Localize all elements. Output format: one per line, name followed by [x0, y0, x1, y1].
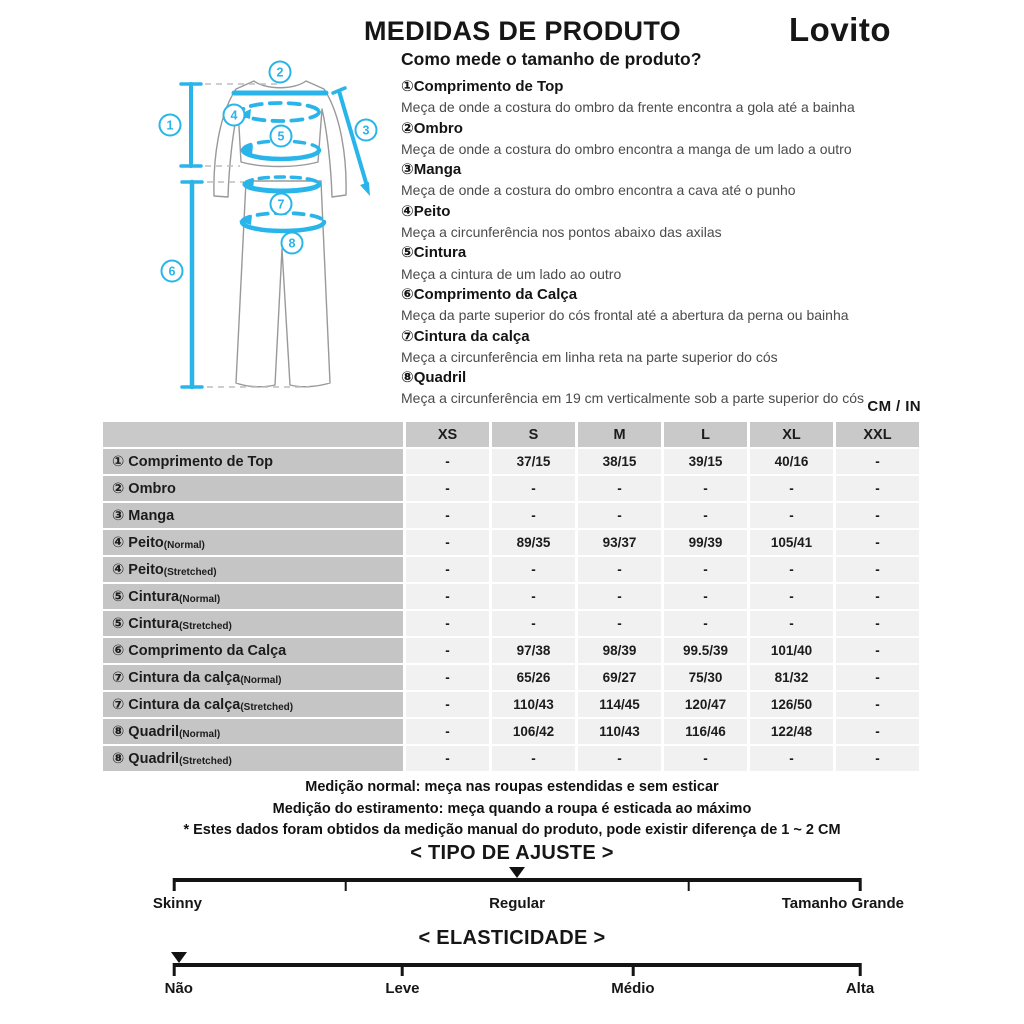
page-title: MEDIDAS DE PRODUTO [364, 16, 681, 46]
guide-item-title: ⑦Cintura da calça [401, 327, 530, 345]
value-cell: - [664, 746, 747, 771]
table-row [103, 557, 919, 582]
table-row [103, 638, 919, 663]
guide-item-title: ②Ombro [401, 119, 463, 137]
value-cell: - [406, 692, 489, 717]
elasticity-scale [164, 955, 875, 1001]
row-label-qualifier: (Normal) [179, 728, 221, 740]
badge-6: 6 [168, 264, 176, 279]
scale-marker-icon [509, 867, 525, 878]
size-column-header: XS [406, 422, 489, 447]
value-cell: - [406, 530, 489, 555]
value-cell: - [664, 557, 747, 582]
scale-label: Regular [489, 895, 545, 912]
badge-7: 7 [277, 197, 285, 212]
table-row [103, 476, 919, 501]
guide-item-title: ④Peito [401, 202, 451, 220]
guide-item-title: ⑧Quadril [401, 369, 467, 387]
value-cell: - [836, 557, 919, 582]
scale-label: Não [164, 980, 193, 997]
badge-1: 1 [166, 118, 174, 133]
guide-item-title: ①Comprimento de Top [401, 78, 564, 95]
table-row [103, 665, 919, 690]
value-cell: - [836, 449, 919, 474]
value-cell: 105/41 [750, 530, 833, 555]
badge-4: 4 [230, 108, 238, 123]
row-label: ⑦ Cintura da calça(Stretched) [103, 692, 403, 717]
row-label-qualifier: (Stretched) [179, 620, 232, 632]
guide-item [401, 285, 961, 326]
guide-item-desc: Meça a circunferência em 19 cm verticalmente sob a parte superior do cós [401, 390, 864, 407]
value-cell: - [578, 503, 661, 528]
value-cell: 81/32 [750, 665, 833, 690]
value-cell: 89/35 [492, 530, 575, 555]
value-cell: - [492, 611, 575, 636]
value-cell: 39/15 [664, 449, 747, 474]
guide-item [401, 327, 961, 368]
guide-item-desc: Meça de onde a costura do ombro encontra a manga de um lado a outro [401, 140, 852, 157]
scale-tick [859, 878, 862, 891]
measure-guide [401, 77, 961, 410]
value-cell: - [750, 557, 833, 582]
row-label: ④ Peito(Normal) [103, 530, 403, 555]
value-cell: - [750, 476, 833, 501]
guide-item-title: ③Manga [401, 161, 462, 179]
guide-item [401, 202, 961, 243]
value-cell: - [406, 611, 489, 636]
elasticity-scale-title: < ELASTICIDADE > [418, 927, 606, 949]
value-cell: - [578, 584, 661, 609]
size-table-header-row [103, 422, 919, 447]
scale-line [174, 878, 860, 882]
scale-tick [859, 963, 862, 976]
value-cell: 69/27 [578, 665, 661, 690]
guide-item-desc: Meça da parte superior do cós frontal até a abertura da perna ou bainha [401, 307, 849, 324]
value-cell: - [836, 503, 919, 528]
value-cell: - [406, 719, 489, 744]
value-cell: 93/37 [578, 530, 661, 555]
size-column-header: XXL [836, 422, 919, 447]
guide-item-title: ⑥Comprimento da Calça [401, 285, 578, 303]
value-cell: - [664, 611, 747, 636]
garment-measurement-diagram [140, 55, 400, 410]
badge-8: 8 [288, 236, 296, 251]
value-cell: - [750, 503, 833, 528]
value-cell: - [664, 503, 747, 528]
note-normal: Medição normal: meça nas roupas estendidas e sem esticar [305, 779, 719, 795]
scale-label: Alta [845, 980, 875, 997]
value-cell: 38/15 [578, 449, 661, 474]
value-cell: 99/39 [664, 530, 747, 555]
row-label: ① Comprimento de Top [103, 449, 403, 474]
value-cell: - [492, 746, 575, 771]
value-cell: 75/30 [664, 665, 747, 690]
guide-item-desc: Meça de onde a costura do ombro encontra a cava até o punho [401, 182, 796, 199]
value-cell: 120/47 [664, 692, 747, 717]
badge-3: 3 [362, 123, 370, 138]
value-cell: - [406, 449, 489, 474]
value-cell: 126/50 [750, 692, 833, 717]
value-cell: - [492, 584, 575, 609]
row-label: ⑦ Cintura da calça(Normal) [103, 665, 403, 690]
guide-item-desc: Meça a circunferência nos pontos abaixo das axilas [401, 224, 722, 241]
value-cell: - [406, 476, 489, 501]
table-row [103, 449, 919, 474]
brand-logo: Lovito [789, 11, 891, 48]
value-cell: - [492, 476, 575, 501]
row-label: ⑤ Cintura(Stretched) [103, 611, 403, 636]
value-cell: 116/46 [664, 719, 747, 744]
note-tolerance: * Estes dados foram obtidos da medição manual do produto, pode existir diferença de 1 ~ 2 CM [183, 822, 841, 838]
size-table-head [103, 422, 919, 447]
note-stretch: Medição do estiramento: meça quando a roupa é esticada ao máximo [272, 800, 752, 817]
size-column-header: L [664, 422, 747, 447]
scale-tick [401, 963, 404, 976]
value-cell: 65/26 [492, 665, 575, 690]
value-cell: 101/40 [750, 638, 833, 663]
row-label: ⑧ Quadril(Stretched) [103, 746, 403, 771]
size-column-header: XL [750, 422, 833, 447]
row-label: ⑤ Cintura(Normal) [103, 584, 403, 609]
value-cell: - [750, 584, 833, 609]
guide-item-desc: Meça a circunferência em linha reta na parte superior do cós [401, 348, 778, 365]
scale-tick [173, 963, 176, 976]
value-cell: - [578, 557, 661, 582]
guide-item-desc: Meça de onde a costura do ombro da frente encontra a gola até a bainha [401, 99, 855, 116]
scale-label: Skinny [152, 895, 203, 912]
guide-subtitle: Como mede o tamanho de produto? [401, 49, 702, 69]
badge-2: 2 [276, 65, 284, 80]
value-cell: - [836, 746, 919, 771]
value-cell: - [492, 503, 575, 528]
row-label: ③ Manga [103, 503, 403, 528]
badge-5: 5 [277, 129, 285, 144]
value-cell: 37/15 [492, 449, 575, 474]
value-cell: - [406, 503, 489, 528]
value-cell: - [836, 584, 919, 609]
row-label: ⑧ Quadril(Normal) [103, 719, 403, 744]
scale-label: Tamanho Grande [781, 895, 904, 912]
guide-item-desc: Meça a cintura de um lado ao outro [401, 265, 622, 282]
value-cell: 98/39 [578, 638, 661, 663]
value-cell: - [578, 476, 661, 501]
row-label-qualifier: (Normal) [179, 593, 221, 605]
unit-label: CM / IN [867, 398, 921, 415]
value-cell: - [406, 584, 489, 609]
scale-label: Leve [385, 980, 420, 997]
scale-tick [173, 878, 176, 891]
guide-item [401, 77, 961, 118]
table-row [103, 746, 919, 771]
table-row [103, 719, 919, 744]
size-column-header: M [578, 422, 661, 447]
table-row [103, 692, 919, 717]
value-cell: - [836, 476, 919, 501]
value-cell: 110/43 [578, 719, 661, 744]
row-label-qualifier: (Stretched) [240, 701, 294, 713]
value-cell: 40/16 [750, 449, 833, 474]
guide-item [401, 160, 961, 201]
value-cell: - [406, 557, 489, 582]
value-cell: 122/48 [750, 719, 833, 744]
value-cell: - [664, 476, 747, 501]
value-cell: - [578, 746, 661, 771]
value-cell: - [836, 611, 919, 636]
value-cell: - [406, 665, 489, 690]
value-cell: - [492, 557, 575, 582]
scale-tick [344, 878, 347, 891]
value-cell: 99.5/39 [664, 638, 747, 663]
scale-tick [632, 963, 635, 976]
table-row [103, 584, 919, 609]
measurement-notes [0, 777, 1024, 842]
table-row [103, 530, 919, 555]
value-cell: - [664, 584, 747, 609]
row-label: ② Ombro [103, 476, 403, 501]
scale-line [174, 963, 860, 967]
value-cell: - [836, 530, 919, 555]
row-label-qualifier: (Stretched) [179, 755, 232, 767]
value-cell: - [836, 638, 919, 663]
guide-item [401, 119, 961, 160]
size-table-corner [103, 422, 403, 447]
value-cell: 114/45 [578, 692, 661, 717]
value-cell: - [836, 719, 919, 744]
guide-item [401, 243, 961, 284]
value-cell: - [406, 746, 489, 771]
scale-tick [687, 878, 690, 891]
scale-marker-icon [171, 952, 187, 963]
size-table-body [103, 449, 919, 771]
size-column-header: S [492, 422, 575, 447]
size-table [100, 420, 922, 773]
value-cell: - [750, 611, 833, 636]
guide-item-title: ⑤Cintura [401, 244, 467, 262]
row-label: ④ Peito(Stretched) [103, 557, 403, 582]
fit-scale [152, 870, 904, 916]
row-label-qualifier: (Normal) [240, 674, 282, 686]
table-row [103, 503, 919, 528]
row-label: ⑥ Comprimento da Calça [103, 638, 403, 663]
row-label-qualifier: (Normal) [163, 539, 205, 551]
row-label-qualifier: (Stretched) [163, 566, 217, 578]
scale-label: Médio [611, 980, 655, 997]
value-cell: 106/42 [492, 719, 575, 744]
value-cell: - [750, 746, 833, 771]
value-cell: - [836, 665, 919, 690]
value-cell: - [836, 692, 919, 717]
fit-scale-title: < TIPO DE AJUSTE > [410, 842, 614, 864]
value-cell: 97/38 [492, 638, 575, 663]
value-cell: - [578, 611, 661, 636]
value-cell: 110/43 [492, 692, 575, 717]
value-cell: - [406, 638, 489, 663]
table-row [103, 611, 919, 636]
